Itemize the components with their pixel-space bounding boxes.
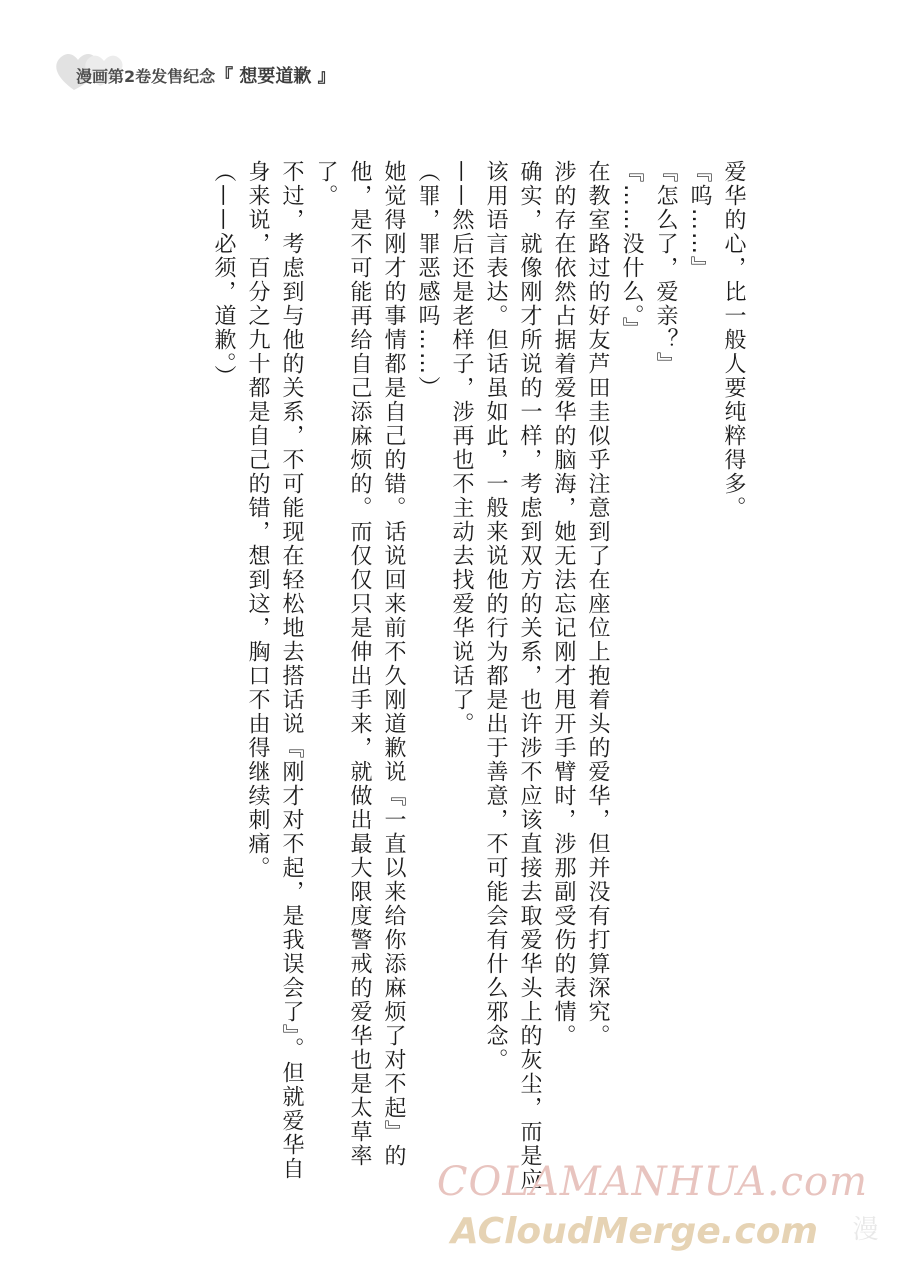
- watermark-line-2: ACloudMerge.com: [450, 1211, 818, 1252]
- paragraph: 不过，考虑到与他的关系，不可能现在轻松地去搭话说『刚才对不起，是我误会了』。但就爱华自身来说，百分之九十都是自己的错，想到这，胸口不由得继续刺痛。: [245, 160, 304, 1181]
- paragraph: 确实，就像刚才所说的一样，考虑到双方的关系，也许涉不应该直接去取爱华头上的灰尘，而是应该用语言表达。但话虽如此，一般来说他的行为都是出于善意，不可能会有什么邪念。: [483, 160, 542, 1192]
- header-caption: [76, 62, 336, 88]
- paragraph: 在教室路过的好友芦田圭似乎注意到了在座位上抱着头的爱华，但并没有打算深究。: [585, 160, 610, 1048]
- paragraph: 她觉得刚才的事情都是自己的错。话说回来前不久刚道歉说『一直以来给你添麻烦了对不起』的他，是不可能再给自己添麻烦的。而仅仅只是伸出手来，就做出最大限度警戒的爱华也是太草率了。: [313, 160, 406, 1168]
- paragraph: 涉的存在依然占据着爱华的脑海，她无法忘记刚才甩开手臂时，涉那副受伤的表情。: [551, 160, 576, 1048]
- header-prefix: 漫画第2卷发售纪念: [76, 67, 216, 86]
- watermark-line-1: COLAMANHUA.com: [436, 1159, 868, 1205]
- paragraph: 『怎么了，爱亲？』: [653, 160, 678, 376]
- paragraph: （罪，罪恶感吗……）: [415, 160, 440, 400]
- paragraph: （——必须，道歉。）: [211, 160, 236, 389]
- watermark-logo: 漫: [848, 1215, 878, 1241]
- vertical-text-body: [206, 160, 750, 1200]
- header-title: 『 想要道歉 』: [215, 66, 336, 87]
- paragraph: 『呜……』: [687, 160, 712, 280]
- paragraph: 『……没什么。』: [619, 160, 644, 341]
- paragraph: ——然后还是老样子，涉再也不主动去找爱华说话了。: [449, 160, 474, 736]
- watermark: [436, 1151, 888, 1261]
- page-header: [52, 40, 452, 100]
- paragraph: 爱华的心，比一般人要纯粹得多。: [721, 160, 746, 520]
